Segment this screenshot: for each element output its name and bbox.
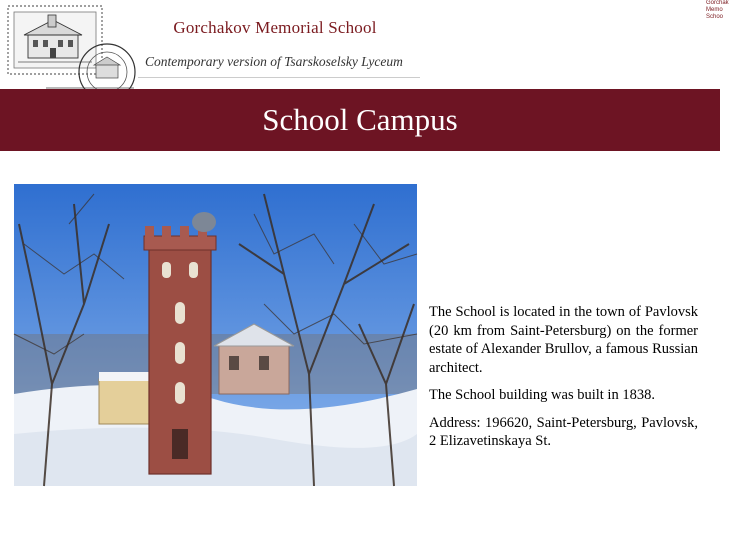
title-banner [0, 89, 720, 151]
built-paragraph: The School building was built in 1838. [429, 387, 655, 403]
content-text [429, 303, 698, 460]
school-name: Gorchakov Memorial School [173, 18, 377, 37]
banner-title: School Campus [262, 102, 458, 137]
tagline: Contemporary version of Tsarskoselsky Lyceum [145, 54, 403, 69]
location-paragraph: The School is located in the town of Pavlovsk (20 km from Saint-Petersburg) on the former estate of Alexander Brullov, a famous Russian architect. [429, 304, 698, 376]
address-paragraph: Address: 196620, Saint-Petersburg, Pavlovsk, 2 Elizavetinskaya St. [429, 414, 698, 449]
campus-photo [14, 184, 417, 486]
header-divider [138, 77, 420, 78]
corner-text: Gorchak Memo Schoo [706, 0, 729, 20]
